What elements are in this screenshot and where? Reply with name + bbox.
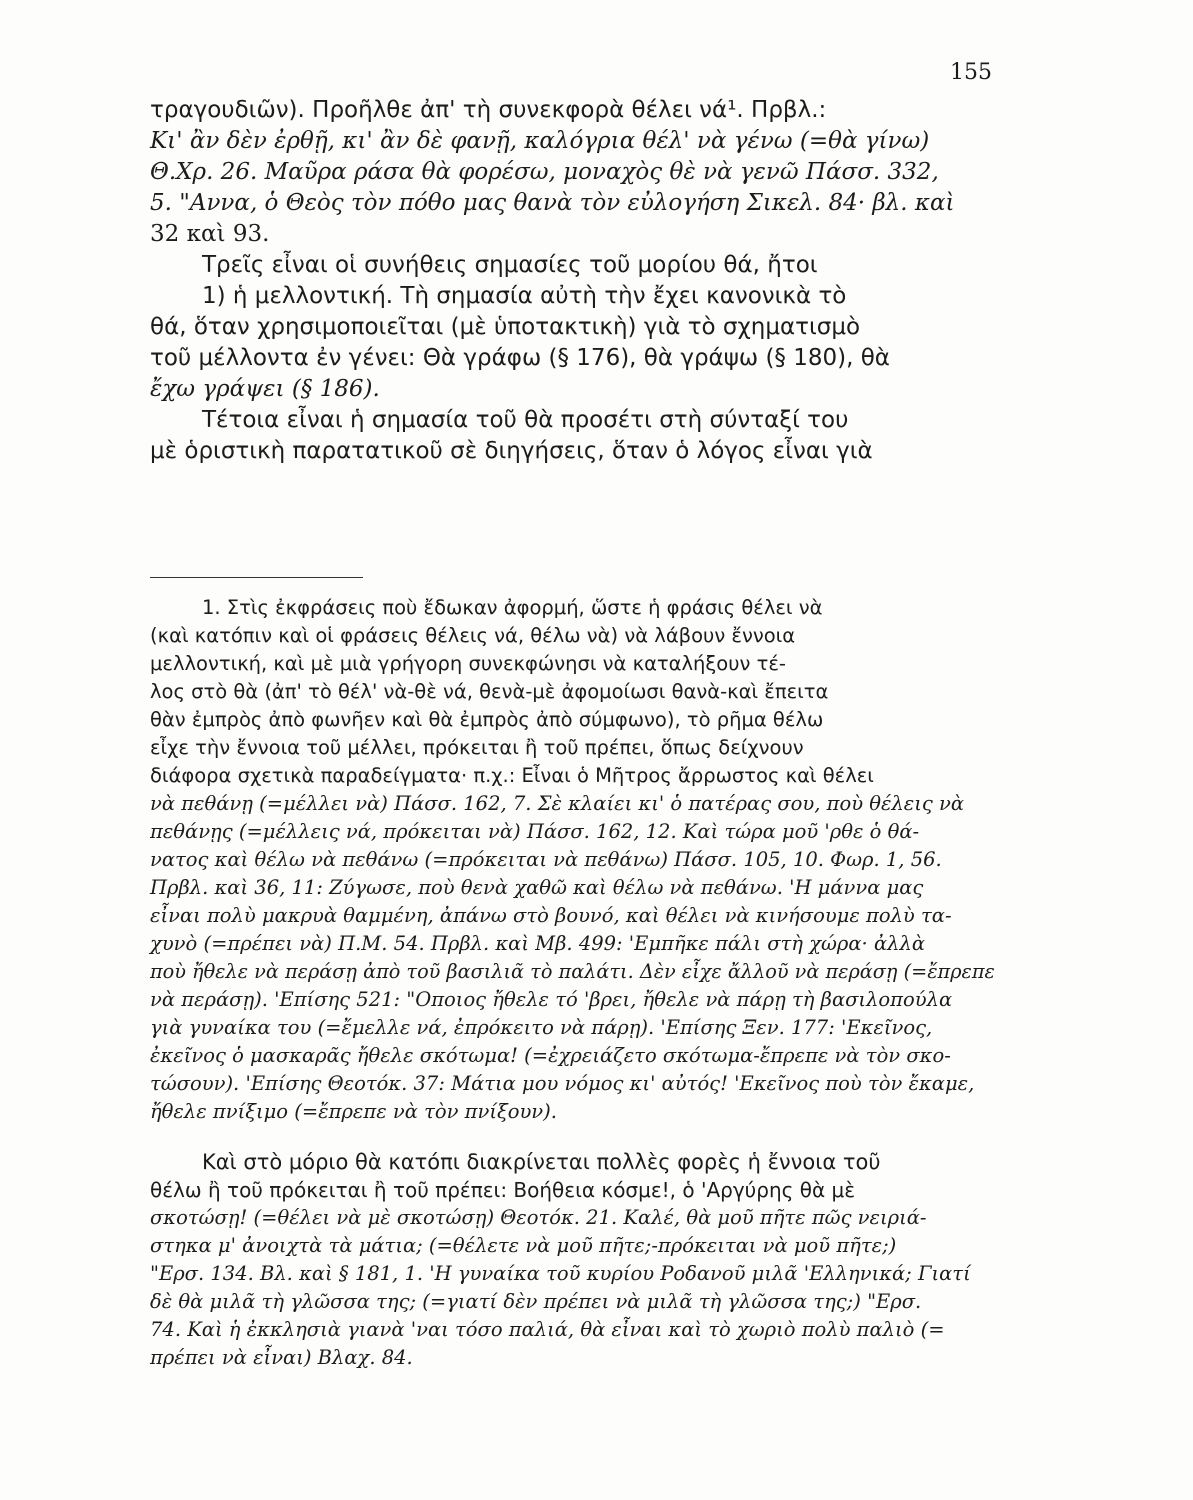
text-line: ἔχω γράψει (§ 186). <box>150 376 380 402</box>
text-line: 32 καὶ 93. <box>150 221 270 247</box>
footnote-line: πεθάνῃς (=μέλλεις νά, πρόκειται νὰ) Πάσσ. 162, 12. Καὶ τώρα μοῦ 'ρθε ὁ θά- <box>150 820 920 843</box>
text-line: δὲ θὰ μιλᾶ τὴ γλῶσσα της; (=γιατί δὲν πρέπει νὰ μιλᾶ τὴ γλῶσσα της;) "Ερσ. <box>150 1290 922 1313</box>
footnote-line: ποὺ ἤθελε νὰ περάσῃ ἀπὸ τοῦ βασιλιᾶ τὸ παλάτι. Δὲν εἶχε ἄλλοῦ νὰ περάσῃ (=ἔπρεπε <box>150 960 995 983</box>
footnote-line: διάφορα σχετικὰ παραδείγματα· π.χ.: Εἶναι ὁ Μῆτρος ἄρρωστος καὶ θέλει <box>150 764 874 787</box>
section-text <box>150 1148 1000 1372</box>
text-line: Τέτοια εἶναι ἡ σημασία τοῦ θὰ προσέτι στὴ σύνταξί του <box>202 407 849 433</box>
text-line: "Ερσ. 134. Βλ. καὶ § 181, 1. 'Η γυναίκα τοῦ κυρίου Ροδανοῦ μιλᾶ 'Ελληνικά; Γιατί <box>150 1262 971 1285</box>
text-line: Κι' ἂν δὲν ἐρθῇ, κι' ἂν δὲ φανῇ, καλόγρια θέλ' νὰ γένω (=θὰ γίνω) <box>150 128 930 154</box>
text-line: στηκα μ' ἀνοιχτὰ τὰ μάτια; (=θέλετε νὰ μοῦ πῆτε;-πρόκειται νὰ μοῦ πῆτε;) <box>150 1234 897 1257</box>
text-line: πρέπει νὰ εἶναι) Βλαχ. 84. <box>150 1346 413 1369</box>
footnote-line: εἶναι πολὺ μακρυὰ θαμμένη, ἀπάνω στὸ βουνό, καὶ θέλει νὰ κινήσουμε πολὺ τα- <box>150 904 952 927</box>
text-line: Θ.Χρ. 26. Μαῦρα ράσα θὰ φορέσω, μοναχὸς θὲ νὰ γενῶ Πάσσ. 332, <box>150 159 939 185</box>
footnote-line: θὰν ἐμπρὸς ἀπὸ φωνῆεν καὶ θὰ ἐμπρὸς ἀπὸ σύμφωνο), τὸ ρῆμα θέλω <box>150 708 824 731</box>
text-line: Τρεῖς εἶναι οἱ συνήθεις σημασίες τοῦ μορίου θά, ἤτοι <box>202 252 818 278</box>
footnote <box>150 594 1000 1126</box>
footnote-line: χυνὸ (=πρέπει νὰ) Π.Μ. 54. Πρβλ. καὶ Μβ. 499: 'Εμπῆκε πάλι στὴ χώρα· ἀλλὰ <box>150 932 925 955</box>
footnote-divider <box>150 577 363 578</box>
footnote-line: μελλοντική, καὶ μὲ μιὰ γρήγορη συνεκφώνησι νὰ καταλήξουν τέ- <box>150 652 786 675</box>
text-line: Καὶ στὸ μόριο θὰ κατόπι διακρίνεται πολλὲς φορὲς ἡ ἔννοια τοῦ <box>202 1150 881 1174</box>
footnote-line: ἐκεῖνος ὁ μασκαρᾶς ἤθελε σκότωμα! (=ἐχρειάζετο σκότωμα-ἔπρεπε νὰ τὸν σκο- <box>150 1044 951 1067</box>
footnote-line: (καὶ κατόπιν καὶ οἱ φράσεις θέλεις νά, θέλω νὰ) νὰ λάβουν ἔννοια <box>150 624 796 647</box>
text-line: τοῦ μέλλοντα ἐν γένει: Θὰ γράφω (§ 176), θὰ γράψω (§ 180), θὰ <box>150 345 890 371</box>
page-number: 155 <box>950 60 992 85</box>
text-line: τραγουδιῶν). Προῆλθε ἀπ' τὴ συνεκφορὰ θέλει νά¹. Πρβλ.: <box>150 97 827 123</box>
footnote-line: τώσουν). 'Επίσης Θεοτόκ. 37: Μάτια μου νόμος κι' αὐτός! 'Εκεῖνος ποὺ τὸν ἔκαμε, <box>150 1072 975 1095</box>
text-line: 5. "Αννα, ὁ Θεὸς τὸν πόθο μας θανὰ τὸν εὐλογήση Σικελ. 84· βλ. καὶ <box>150 190 955 216</box>
text-line: θά, ὅταν χρησιμοποιεῖται (μὲ ὑποτακτικὴ) γιὰ τὸ σχηματισμὸ <box>150 314 861 340</box>
main-text <box>150 95 1000 467</box>
text-line: 74. Καὶ ἡ ἐκκλησιὰ γιανὰ 'ναι τόσο παλιά, θὰ εἶναι καὶ τὸ χωριὸ πολὺ παλιὸ (= <box>150 1318 945 1341</box>
footnote-line: 1. Στὶς ἐκφράσεις ποὺ ἔδωκαν ἀφορμή, ὥστε ἡ φράσις θέλει νὰ <box>202 596 823 619</box>
footnote-line: γιὰ γυναίκα του (=ἔμελλε νά, ἐπρόκειτο νὰ πάρῃ). 'Επίσης Ξεν. 177: 'Εκεῖνος, <box>150 1016 933 1039</box>
footnote-line: ἤθελε πνίξιμο (=ἔπρεπε νὰ τὸν πνίξουν). <box>150 1100 557 1123</box>
text-line: 1) ἡ μελλοντική. Τὴ σημασία αὐτὴ τὴν ἔχει κανονικὰ τὸ <box>202 283 847 309</box>
text-line: θέλω ἢ τοῦ πρόκειται ἢ τοῦ πρέπει: Βοήθεια κόσμε!, ὁ 'Αργύρης θὰ μὲ <box>150 1178 856 1202</box>
footnote-line: νὰ πεθάνῃ (=μέλλει νὰ) Πάσσ. 162, 7. Σὲ κλαίει κι' ὁ πατέρας σου, ποὺ θέλεις νὰ <box>150 792 965 815</box>
footnote-line: λος στὸ θὰ (ἀπ' τὸ θέλ' νὰ-θὲ νά, θενὰ-μὲ ἀφομοίωσι θανὰ-καὶ ἔπειτα <box>150 680 829 703</box>
footnote-line: Πρβλ. καὶ 36, 11: Ζύγωσε, ποὺ θενὰ χαθῶ καὶ θέλω νὰ πεθάνω. 'Η μάννα μας <box>150 876 924 899</box>
footnote-line: νὰ περάσῃ). 'Επίσης 521: "Οποιος ἤθελε τό 'βρει, ἤθελε νὰ πάρῃ τὴ βασιλοπούλα <box>150 988 953 1011</box>
text-line: μὲ ὁριστικὴ παρατατικοῦ σὲ διηγήσεις, ὅταν ὁ λόγος εἶναι γιὰ <box>150 438 873 464</box>
text-line: σκοτώσῃ! (=θέλει νὰ μὲ σκοτώσῃ) Θεοτόκ. 21. Καλέ, θὰ μοῦ πῆτε πῶς νειριά- <box>150 1206 927 1229</box>
footnote-line: νατος καὶ θέλω νὰ πεθάνω (=πρόκειται νὰ πεθάνω) Πάσσ. 105, 10. Φωρ. 1, 56. <box>150 848 942 871</box>
footnote-line: εἶχε τὴν ἔννοια τοῦ μέλλει, πρόκειται ἢ τοῦ πρέπει, ὅπως δείχνουν <box>150 736 804 759</box>
